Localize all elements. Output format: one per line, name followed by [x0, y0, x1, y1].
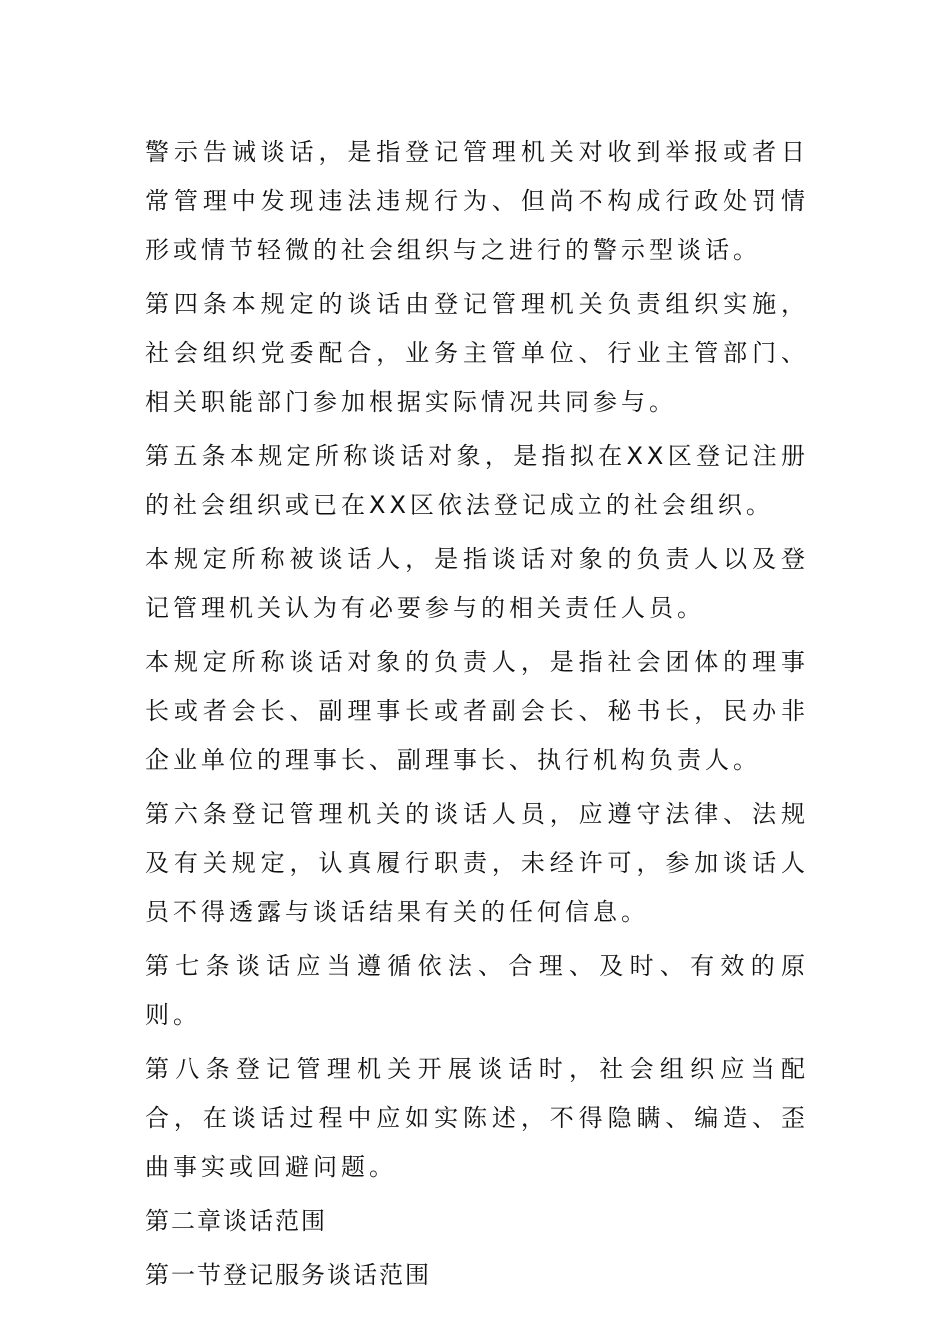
paragraph-responsible-person-definition: 本规定所称谈话对象的负责人，是指社会团体的理事长或者会长、副理事长或者副会长、秘书长，民办非企业单位的理事长、副理事长、执行机构负责人。: [145, 648, 809, 774]
paragraph-interviewee-definition: 本规定所称被谈话人，是指谈话对象的负责人以及登记管理机关认为有必要参与的相关责任人员。: [145, 545, 809, 622]
paragraph-article-7: 第七条谈话应当遵循依法、合理、及时、有效的原则。: [145, 952, 809, 1029]
document-body: [145, 128, 809, 1305]
paragraph-warning-talk: 警示告诫谈话，是指登记管理机关对收到举报或者日常管理中发现违法违规行为、但尚不构成行政处罚情形或情节轻微的社会组织与之进行的警示型谈话。: [145, 138, 809, 264]
section-heading: 第一节登记服务谈话范围: [145, 1261, 431, 1289]
paragraph-article-4: 第四条本规定的谈话由登记管理机关负责组织实施，社会组织党委配合，业务主管单位、行业主管部门、相关职能部门参加根据实际情况共同参与。: [145, 290, 809, 416]
paragraph-article-6: 第六条登记管理机关的谈话人员，应遵守法律、法规及有关规定，认真履行职责，未经许可，参加谈话人员不得透露与谈话结果有关的任何信息。: [145, 800, 809, 926]
paragraph-article-8: 第八条登记管理机关开展谈话时，社会组织应当配合，在谈话过程中应如实陈述，不得隐瞒、编造、歪曲事实或回避问题。: [145, 1055, 809, 1181]
chapter-heading: 第二章谈话范围: [145, 1207, 327, 1235]
paragraph-article-5: 第五条本规定所称谈话对象，是指拟在XX区登记注册的社会组织或已在XX区依法登记成立的社会组织。: [145, 442, 809, 519]
